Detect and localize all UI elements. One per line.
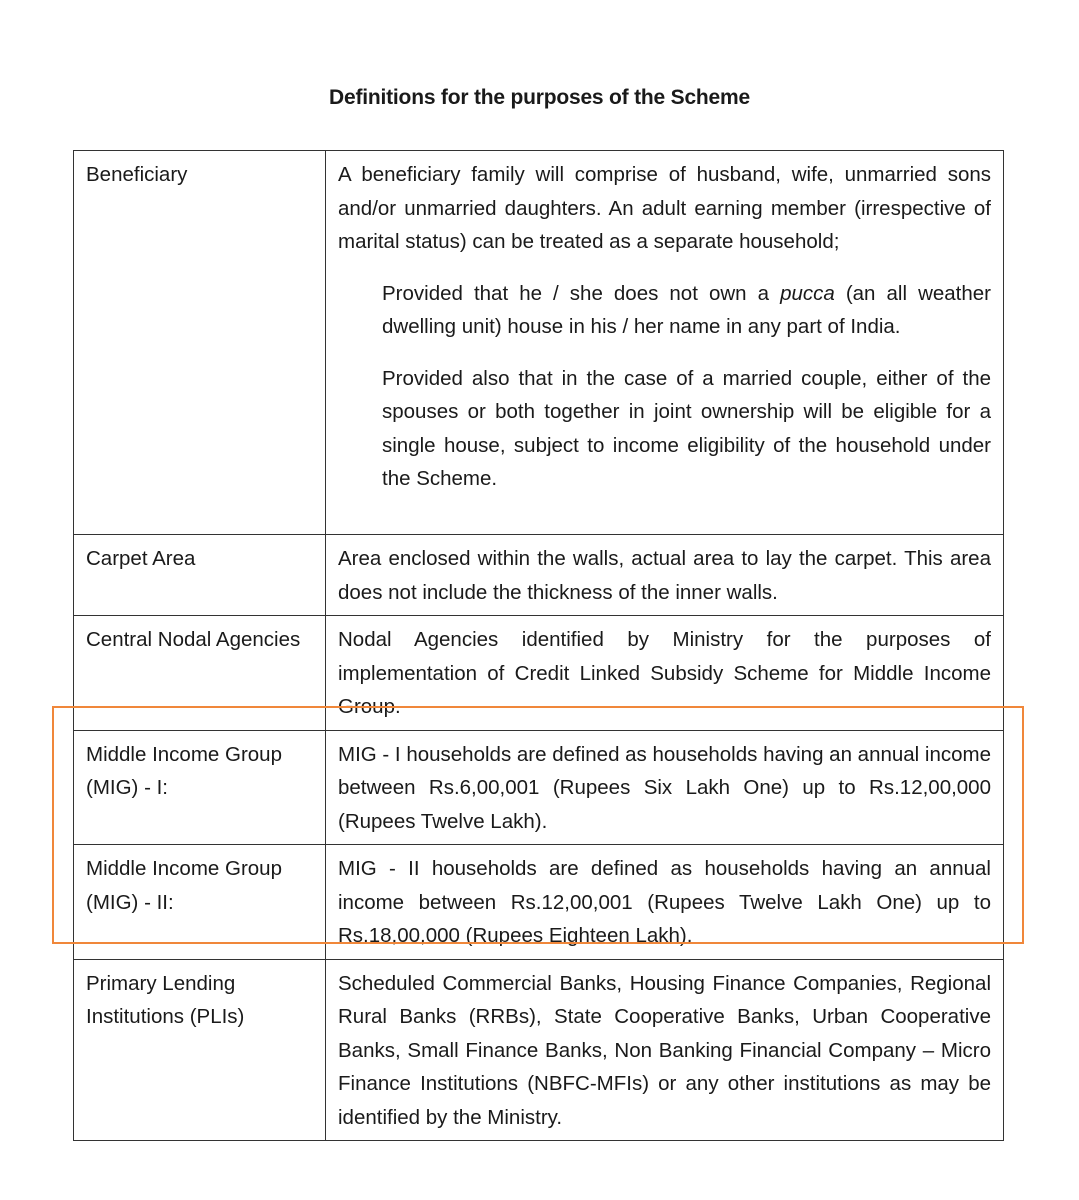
term-cell: Central Nodal Agencies — [74, 616, 326, 731]
definition-cell — [326, 959, 1004, 1141]
definition-cell — [326, 730, 1004, 845]
term-cell: Primary Lending Institutions (PLIs) — [74, 959, 326, 1141]
definition-text: Area enclosed within the walls, actual area to lay the carpet. This area does not include the thickness of the inner walls. — [338, 547, 991, 604]
definition-text: Nodal Agencies identified by Ministry for the purposes of implementation of Credit Linked Subsidy Scheme for Middle Income Group. — [338, 628, 991, 718]
definition-cell — [326, 845, 1004, 960]
table-row — [74, 616, 1004, 731]
definition-cell — [326, 616, 1004, 731]
table-row — [74, 959, 1004, 1141]
definition-text: Scheduled Commercial Banks, Housing Finance Companies, Regional Rural Banks (RRBs), State Cooperative Banks, Urban Cooperative Banks, Small Finance Banks, Non Banking Financial Company – Micro Finance Institutions (NBFC-MFIs) or any other institutions as may be identified by the Ministry. — [338, 971, 991, 1129]
definition-text: MIG - I households are defined as households having an annual income between Rs.6,00,001 (Rupees Six Lakh One) up to Rs.12,00,000 (Rupees Twelve Lakh). — [338, 742, 992, 833]
definitions-table — [73, 150, 1004, 1141]
proviso-paragraph: Provided also that in the case of a married couple, either of the spouses or both together in joint ownership will be eligible for a single house, subject to income eligibility of the household under the Scheme. — [382, 366, 991, 490]
term-cell: Middle Income Group (MIG) - I: — [74, 730, 326, 845]
proviso-italic-term: pucca — [780, 281, 835, 305]
definition-text: MIG - II households are defined as households having an annual income between Rs.12,00,001 (Rupees Twelve Lakh One) up to Rs.18,00,000 (Rupees Eighteen Lakh). — [338, 857, 991, 947]
term-cell: Carpet Area — [74, 535, 326, 616]
proviso-text: (an all weather dwelling unit) house in his / her name in any part of India. — [382, 281, 991, 338]
definition-cell — [326, 151, 1004, 535]
proviso-paragraph — [382, 277, 991, 344]
term-cell: Middle Income Group (MIG) - II: — [74, 845, 326, 960]
table-row — [74, 845, 1004, 960]
term-cell: Beneficiary — [74, 151, 326, 535]
table-row — [74, 730, 1004, 845]
table-row — [74, 535, 1004, 616]
page-title: Definitions for the purposes of the Scheme — [329, 86, 750, 109]
definition-cell — [326, 535, 1004, 616]
proviso-text: Provided that he / she does not own a — [382, 281, 781, 305]
table-row — [74, 151, 1004, 535]
definition-text: A beneficiary family will comprise of husband, wife, unmarried sons and/or unmarried daughters. An adult earning member (irrespective of marital status) can be treated as a separate household; — [338, 163, 991, 253]
